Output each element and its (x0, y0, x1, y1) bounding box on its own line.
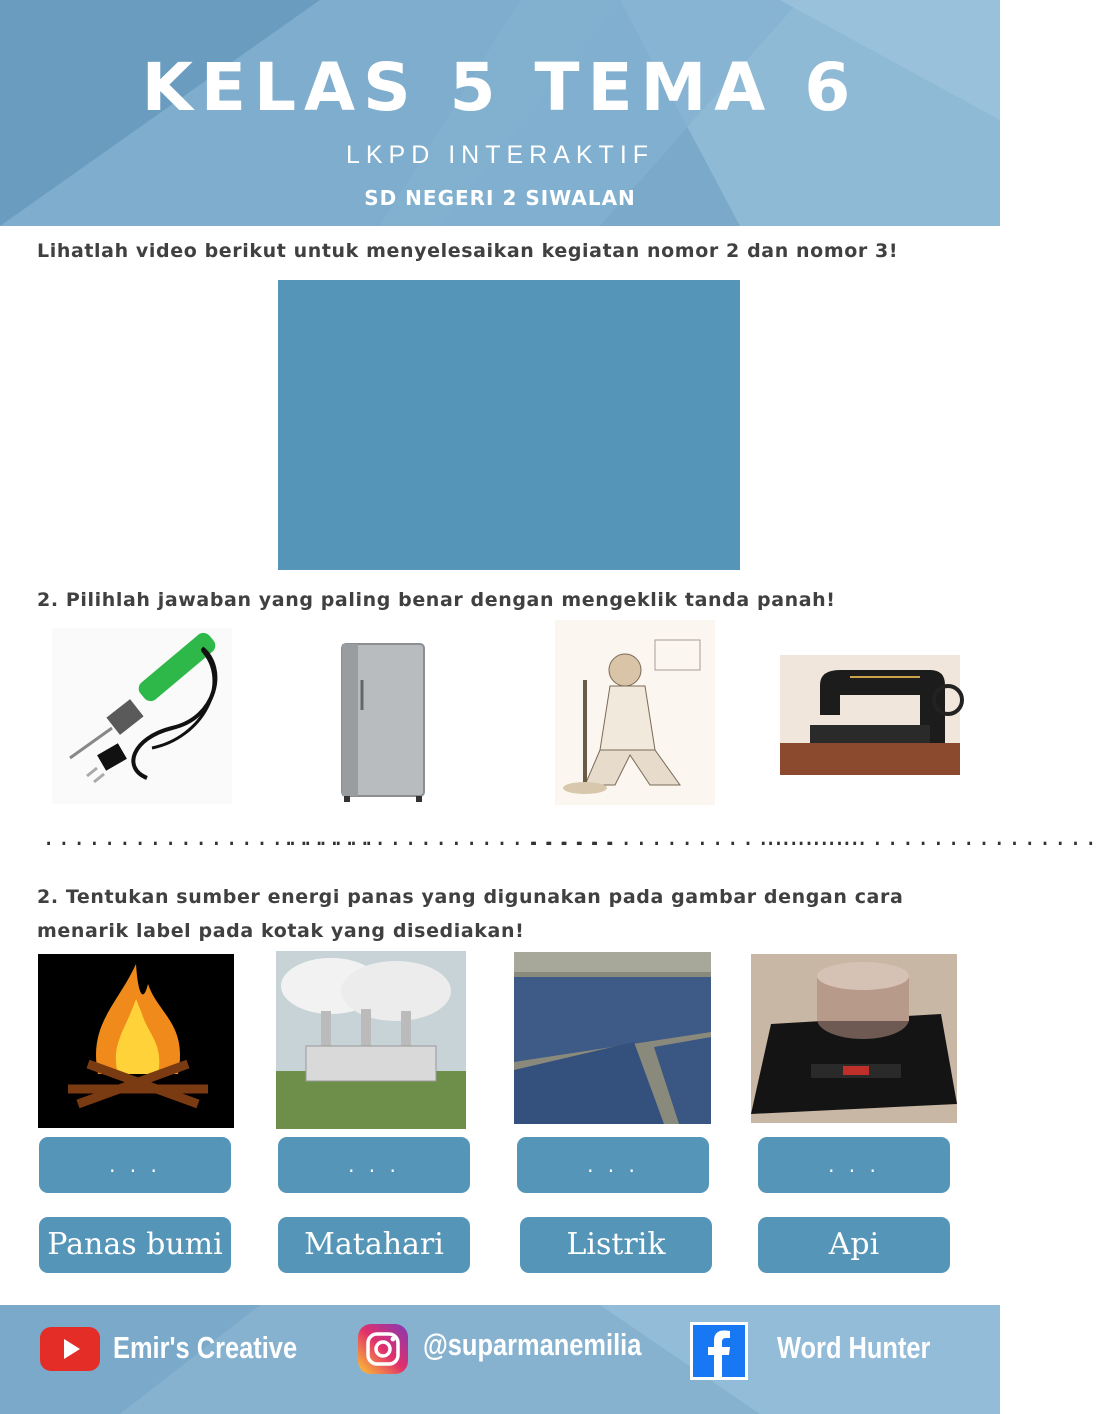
drop-box-1[interactable]: . . . (39, 1137, 231, 1193)
campfire-image (38, 954, 234, 1128)
friction-fire-image (555, 620, 715, 805)
school-name: SD NEGERI 2 SIWALAN (364, 186, 636, 210)
facebook-page[interactable]: Word Hunter (777, 1330, 931, 1365)
youtube-channel[interactable]: Emir's Creative (113, 1330, 298, 1365)
answer-slot-1[interactable]: ...................... (42, 826, 378, 851)
answer-slot-2[interactable]: ...................... (282, 826, 618, 851)
label-panas-bumi[interactable]: Panas bumi (39, 1217, 231, 1273)
drop-box-3[interactable]: . . . (517, 1137, 709, 1193)
page-title: KELAS 5 TEMA 6 (141, 49, 859, 126)
label-matahari[interactable]: Matahari (278, 1217, 470, 1273)
soldering-iron-image (52, 628, 232, 804)
answer-slot-4[interactable]: ...................... (764, 826, 1099, 851)
page-subtitle: LKPD INTERAKTIF (345, 141, 655, 169)
geothermal-plant-image (276, 951, 466, 1129)
question-b-text: 2. Tentukan sumber energi panas yang digunakan pada gambar dengan cara menarik label pada kotak yang disediakan! (37, 886, 904, 942)
label-listrik[interactable]: Listrik (520, 1217, 712, 1273)
drop-box-2[interactable]: . . . (278, 1137, 470, 1193)
answer-slot-3[interactable]: ...................... (528, 826, 864, 851)
instagram-handle[interactable]: @suparmanemilia (423, 1327, 642, 1362)
video-player[interactable] (278, 280, 740, 570)
label-api[interactable]: Api (758, 1217, 950, 1273)
question-a-text: 2. Pilihlah jawaban yang paling benar dengan mengeklik tanda panah! (37, 589, 836, 611)
header-banner (0, 0, 1000, 226)
solar-farm-image (514, 952, 711, 1124)
drop-box-4[interactable]: . . . (758, 1137, 950, 1193)
youtube-icon[interactable] (40, 1327, 100, 1371)
footer-bar (0, 1305, 1000, 1414)
refrigerator-image (332, 640, 432, 805)
facebook-icon[interactable] (690, 1322, 748, 1380)
video-instruction: Lihatlah video berikut untuk menyelesaikan kegiatan nomor 2 dan nomor 3! (37, 240, 899, 262)
induction-stove-image (751, 954, 957, 1123)
instagram-icon[interactable] (358, 1324, 408, 1374)
sewing-machine-image (780, 655, 960, 775)
